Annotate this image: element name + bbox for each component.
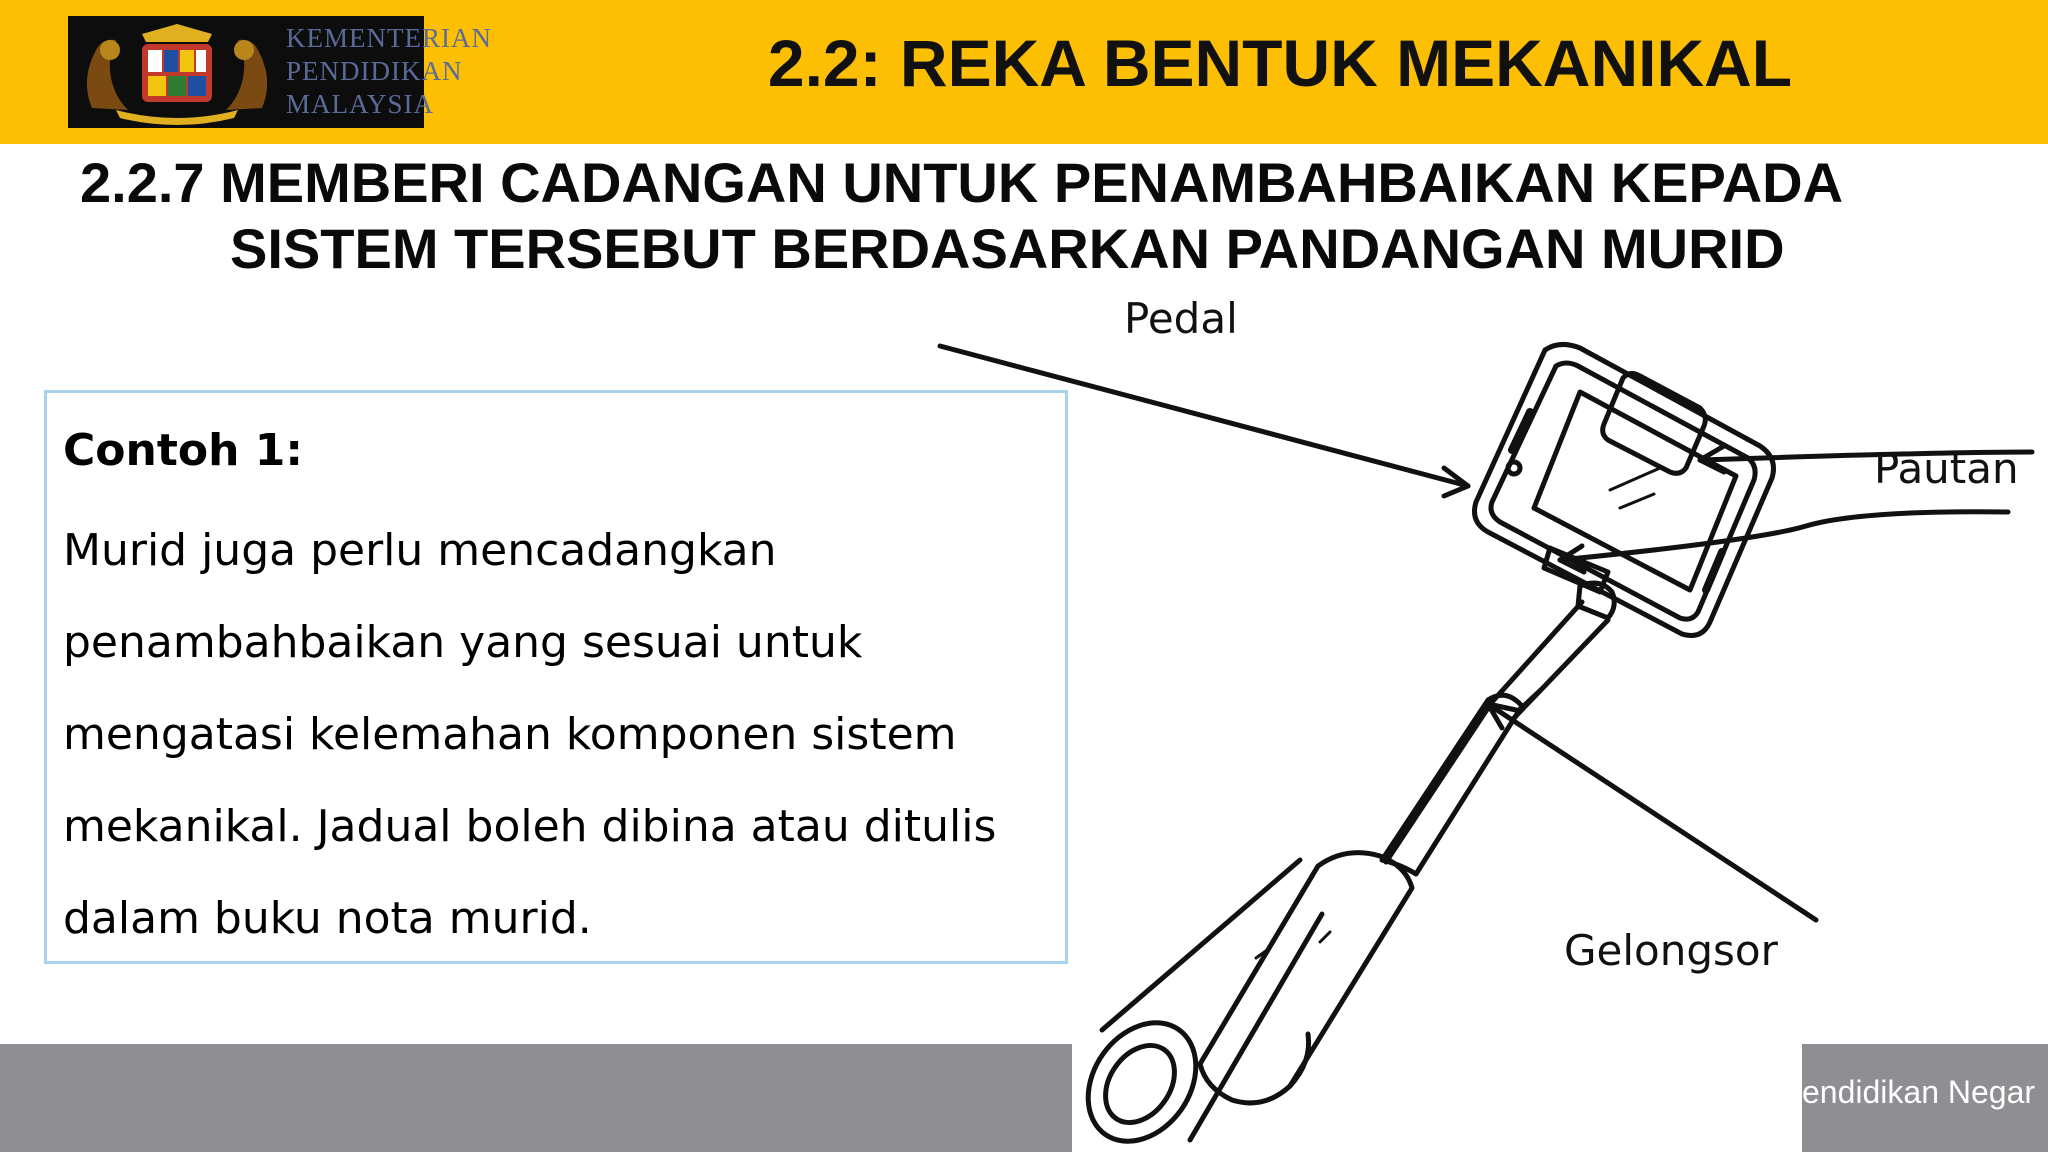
example-heading: Contoh 1:: [63, 425, 303, 476]
example-line-3: mengatasi kelemahan komponen sistem: [63, 709, 957, 760]
label-pedal: Pedal: [1124, 294, 1238, 343]
logo-line-2: PENDIDIKAN: [286, 56, 463, 86]
section-subtitle: [80, 150, 2010, 282]
example-line-4: mekanikal. Jadual boleh dibina atau ditulis: [63, 801, 997, 852]
callout-arrows: [940, 346, 2032, 920]
phone-holder-drawing: [1475, 344, 1774, 635]
stick-drawing: [1382, 583, 1614, 874]
example-line-5: dalam buku nota murid.: [63, 893, 592, 944]
subtitle-line-2: SISTEM TERSEBUT BERDASARKAN PANDANGAN MURID: [230, 217, 1785, 280]
grip-drawing: [1066, 853, 1412, 1152]
ministry-logo: [68, 16, 492, 128]
example-text-box: [44, 390, 1068, 964]
selfie-stick-illustration: [1060, 300, 2048, 1152]
logo-line-3: MALAYSIA: [286, 89, 435, 119]
pautan-arrow-lower: [1560, 512, 2008, 560]
footer-bar-left: [0, 1044, 1072, 1152]
gelongsor-arrow: [1488, 704, 1816, 920]
example-line-2: penambahbaikan yang sesuai untuk: [63, 617, 863, 668]
footer-bar-right: [1802, 1044, 2048, 1152]
logo-line-1: KEMENTERIAN: [286, 23, 492, 53]
label-pautan: Pautan: [1874, 444, 2019, 493]
slide-title: 2.2: REKA BENTUK MEKANIKAL: [767, 26, 1793, 100]
logo-text: [286, 22, 492, 121]
label-gelongsor: Gelongsor: [1564, 926, 1778, 975]
example-line-1: Murid juga perlu mencadangkan: [63, 525, 777, 576]
subtitle-line-1: 2.2.7 MEMBERI CADANGAN UNTUK PENAMBAHBAIKAN KEPADA: [80, 151, 1844, 214]
coat-of-arms-icon: [72, 20, 282, 124]
example-body: [63, 505, 1063, 965]
header-bar: [0, 0, 2048, 144]
footer-text: endidikan Negar: [1802, 1074, 2036, 1110]
